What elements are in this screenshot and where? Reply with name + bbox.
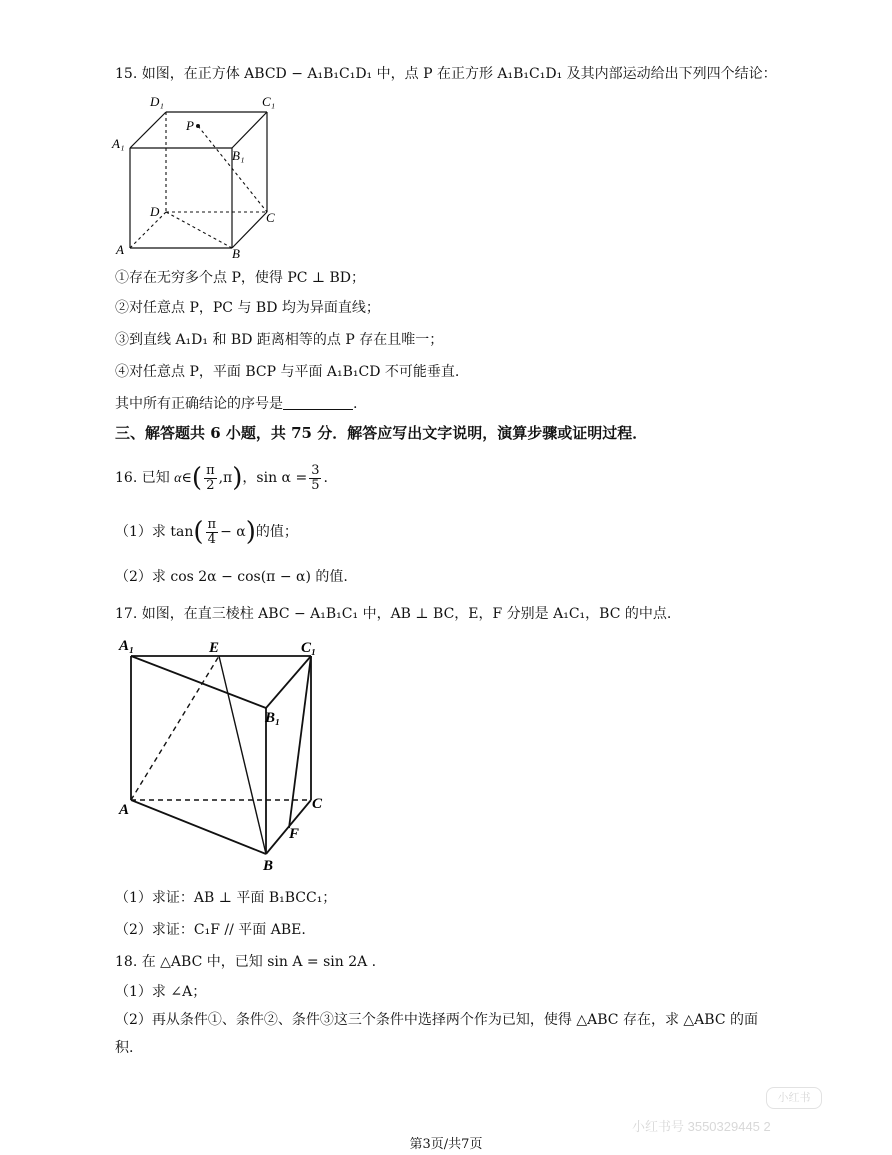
q18-part-2-line-2: 积. <box>115 1040 134 1056</box>
q15-answer-line: 其中所有正确结论的序号是 . <box>115 396 358 412</box>
label-A: A <box>119 802 130 818</box>
label-D1: D₁ <box>150 94 164 109</box>
edge-B-D <box>166 212 232 248</box>
prism-figure <box>115 632 345 872</box>
label-B1: B₁ <box>265 710 281 726</box>
label-A: A <box>116 242 124 257</box>
label-E: E <box>209 640 220 656</box>
page-footer: 第3页/共7页 <box>409 1137 483 1152</box>
segment-B-E <box>219 656 266 854</box>
segment-C1-F <box>289 656 311 828</box>
edge-A-D <box>130 212 166 248</box>
q18-stem: 18. 在 △ABC 中，已知 sin A = sin 2A . <box>115 954 377 970</box>
q16-stem: 16. 已知 α∈( $\frac{\pi}{2}$ ,π)，sin α = $\frac{3}{5}$ . <box>115 462 328 493</box>
label-B1: B₁ <box>232 148 245 163</box>
q15-answer-prompt: 其中所有正确结论的序号是 <box>115 396 283 412</box>
label-C1: C₁ <box>262 94 276 109</box>
q18-part-1: （1）求 ∠A； <box>115 984 207 1000</box>
label-A1: A₁ <box>119 638 135 654</box>
edge-A1-D1 <box>130 112 166 148</box>
edge-B1-C1 <box>232 112 267 148</box>
q16-part-1: （1）求 tan( $\frac{\pi}{4}$ − α)的值； <box>115 516 298 547</box>
frac-pi-over-2: $\frac{\pi}{2}$ <box>206 462 215 493</box>
label-B: B <box>263 858 274 872</box>
label-C1: C₁ <box>301 640 317 656</box>
answer-blank[interactable] <box>283 395 353 410</box>
q15-option-4: ④对任意点 P，平面 BCP 与平面 A₁B₁CD 不可能垂直. <box>115 364 460 380</box>
label-C: C <box>266 210 275 225</box>
label-D: D <box>150 204 160 219</box>
frac-3-over-5: $\frac{3}{5}$ <box>311 462 320 493</box>
label-P: P <box>186 118 194 133</box>
q17-part-1: （1）求证：AB ⊥ 平面 B₁BCC₁； <box>115 890 337 906</box>
edge-A-B <box>131 800 266 854</box>
label-A1: A₁ <box>112 136 125 151</box>
q15-stem: 15. 如图，在正方体 ABCD − A₁B₁C₁D₁ 中，点 P 在正方形 A₁B₁C₁D₁ 及其内部运动给出下列四个结论： <box>115 66 777 82</box>
q17-part-2: （2）求证：C₁F // 平面 ABE. <box>115 922 306 938</box>
label-F: F <box>289 826 300 842</box>
frac-pi-over-4: $\frac{\pi}{4}$ <box>207 516 217 547</box>
q18-part-2-line-1: （2）再从条件①、条件②、条件③这三个条件中选择两个作为已知，使得 △ABC 存在，求 △ABC 的面 <box>115 1012 758 1028</box>
label-C: C <box>312 796 323 812</box>
watermark-badge: 小红书 <box>766 1087 822 1109</box>
edge-A1-B1 <box>131 656 266 708</box>
q15-option-1: ①存在无穷多个点 P，使得 PC ⊥ BD； <box>115 270 366 286</box>
cube-figure <box>110 90 280 260</box>
edge-B1-C1 <box>266 656 311 708</box>
section-3-heading: 三、解答题共 6 小题，共 75 分．解答应写出文字说明，演算步骤或证明过程． <box>115 424 648 442</box>
label-B: B <box>232 246 240 260</box>
point-P <box>196 124 200 128</box>
q15-option-3: ③到直线 A₁D₁ 和 BD 距离相等的点 P 存在且唯一； <box>115 332 444 348</box>
q15-option-2: ②对任意点 P，PC 与 BD 均为异面直线； <box>115 300 380 316</box>
segment-A-E <box>131 656 219 800</box>
q17-stem: 17. 如图，在直三棱柱 ABC − A₁B₁C₁ 中，AB ⊥ BC，E，F 分别是 A₁C₁，BC 的中点. <box>115 606 672 622</box>
edge-B-C <box>232 212 267 248</box>
q16-part-2: （2）求 cos 2α − cos(π − α) 的值. <box>115 569 348 585</box>
watermark-id: 小红书号 3550329445 2 <box>632 1119 771 1134</box>
